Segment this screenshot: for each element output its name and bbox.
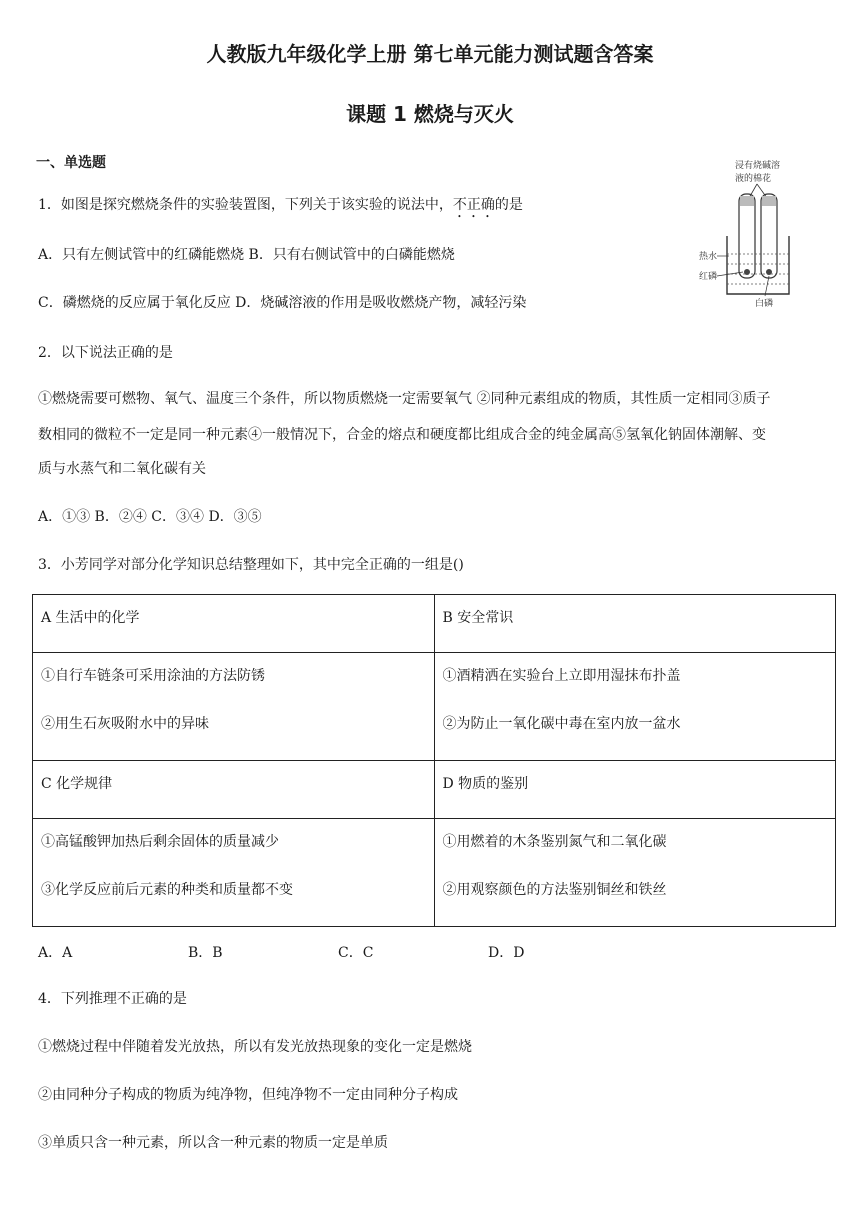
q4-stem: 4．下列推理不正确的是 — [38, 991, 187, 1007]
table-cell-a-heading: A 生活中的化学 — [33, 595, 435, 653]
q3-stem: 3．小芳同学对部分化学知识总结整理如下，其中完全正确的一组是() — [38, 557, 464, 573]
table-cell-b-heading: B 安全常识 — [434, 595, 836, 653]
table-item-c-1: ①高锰酸钾加热后剩余固体的质量减少 — [41, 834, 279, 850]
table-cell-c-items — [33, 819, 435, 927]
q2-statement-line-2: 数相同的微粒不一定是同一种元素④一般情况下，合金的熔点和硬度都比组成合金的纯金属高⑤氢氧化钠固体潮解、变 — [38, 427, 766, 443]
q4-statement-2: ②由同种分子构成的物质为纯净物，但纯净物不一定由同种分子构成 — [38, 1087, 458, 1103]
table-cell-d-items — [434, 819, 836, 927]
table-cell-c-heading: C 化学规律 — [33, 761, 435, 819]
q1-stem-emphasis: 不正确 — [452, 197, 495, 213]
table-item-a-1: ①自行车链条可采用涂油的方法防锈 — [41, 668, 265, 684]
q2-statement-line-1: ①燃烧需要可燃物、氧气、温度三个条件，所以物质燃烧一定需要氧气 ②同种元素组成的物质，其性质一定相同③质子 — [38, 391, 771, 407]
beaker — [727, 236, 789, 294]
table-item-d-2: ②用观察颜色的方法鉴别铜丝和铁丝 — [442, 882, 667, 898]
table-cell-b-items — [434, 653, 836, 761]
figure-label-white-phosphorus: 白磷 — [755, 299, 774, 309]
figure-label-cotton-2: 液的棉花 — [735, 174, 772, 184]
q2-stem: 2．以下说法正确的是 — [38, 345, 173, 361]
q4-statement-3: ③单质只含一种元素，所以含一种元素的物质一定是单质 — [38, 1135, 388, 1151]
q3-knowledge-table — [32, 594, 836, 927]
figure-label-hot-water: 热水 — [699, 252, 718, 262]
q1-stem-post: 的是 — [494, 197, 523, 213]
q3-option-a: A．A — [38, 945, 73, 961]
q2-statement-line-3: 质与水蒸气和二氧化碳有关 — [38, 461, 206, 477]
right-test-tube — [761, 194, 777, 278]
section-heading: 一、单选题 — [36, 155, 106, 171]
cotton-right — [762, 196, 776, 206]
table-item-b-2: ②为防止一氧化碳中毒在室内放一盆水 — [442, 716, 681, 732]
q3-option-d: D．D — [488, 945, 525, 961]
left-test-tube — [739, 194, 755, 278]
q3-option-b: B．B — [188, 945, 223, 961]
q1-options-cd: C．磷燃烧的反应属于氧化反应 D．烧碱溶液的作用是吸收燃烧产物，减轻污染 — [38, 295, 527, 311]
cotton-left — [740, 196, 754, 206]
table-cell-a-items — [33, 653, 435, 761]
q1-stem-pre: 1．如图是探究燃烧条件的实验装置图，下列关于该实验的说法中， — [38, 197, 453, 213]
q1-stem — [38, 194, 523, 221]
figure-label-cotton-1: 浸有烧碱溶 — [735, 161, 781, 171]
table-item-b-1: ①酒精洒在实验台上立即用湿抹布扑盖 — [442, 668, 681, 684]
document-title: 人教版九年级化学上册 第七单元能力测试题含答案 — [206, 42, 654, 66]
q1-options-ab: A．只有左侧试管中的红磷能燃烧 B．只有右侧试管中的白磷能燃烧 — [38, 247, 455, 263]
q3-option-c: C．C — [338, 945, 374, 961]
q4-statement-1: ①燃烧过程中伴随着发光放热，所以有发光放热现象的变化一定是燃烧 — [38, 1039, 472, 1055]
table-item-c-2: ③化学反应前后元素的种类和质量都不变 — [41, 882, 293, 898]
figure-label-red-phosphorus: 红磷 — [699, 272, 718, 282]
lesson-title: 课题 1 燃烧与灭火 — [346, 102, 514, 126]
q2-options: A．①③ B．②④ C．③④ D．③⑤ — [38, 509, 262, 525]
table-item-d-1: ①用燃着的木条鉴别氮气和二氧化碳 — [442, 834, 667, 850]
table-cell-d-heading: D 物质的鉴别 — [434, 761, 836, 819]
table-item-a-2: ②用生石灰吸附水中的异味 — [41, 716, 209, 732]
combustion-apparatus-figure — [695, 156, 835, 316]
